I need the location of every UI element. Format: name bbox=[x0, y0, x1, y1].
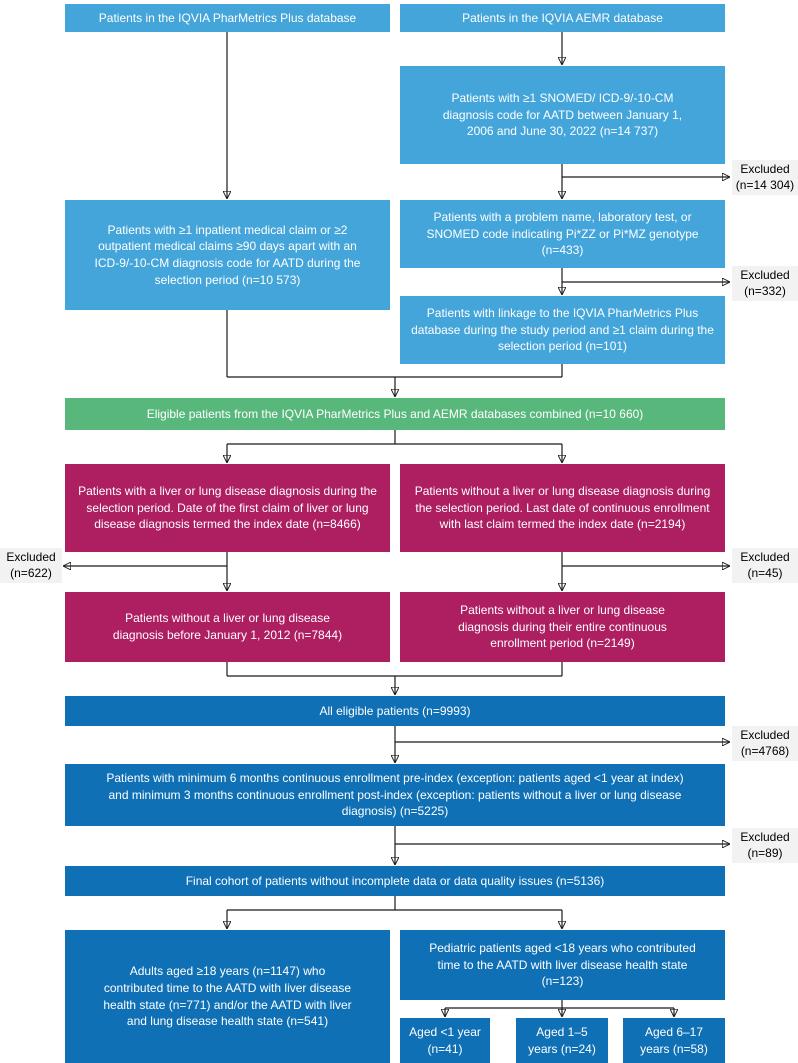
box-aged-under-1: Aged <1 year (n=41) bbox=[400, 1018, 490, 1063]
box-enrollment-criteria: Patients with minimum 6 months continuous enrollment pre-index (exception: patients aged <1 year at index) and minimum 3 months continuous enrollment post-index (exception: patients without a liver or lung disease diagnosis) (n=5225) bbox=[65, 764, 725, 826]
excluded-label-4768 bbox=[732, 726, 798, 761]
box-aemr-database: Patients in the IQVIA AEMR database bbox=[400, 4, 725, 32]
excluded-count: (n=14 304) bbox=[735, 177, 795, 192]
excluded-label-14304 bbox=[732, 160, 798, 195]
box-final-cohort: Final cohort of patients without incomplete data or data quality issues (n=5136) bbox=[65, 866, 725, 896]
box-eligible-combined: Eligible patients from the IQVIA PharMetrics Plus and AEMR databases combined (n=10 660) bbox=[65, 398, 725, 430]
excluded-label-332 bbox=[732, 266, 798, 301]
box-aged-1-5: Aged 1–5 years (n=24) bbox=[516, 1018, 608, 1063]
box-linkage: Patients with linkage to the IQVIA PharMetrics Plus database during the study period and ≥1 claim during the selection period (n=101) bbox=[400, 296, 725, 364]
excluded-text: Excluded bbox=[740, 830, 790, 844]
box-aged-6-17: Aged 6–17 years (n=58) bbox=[623, 1018, 725, 1063]
excluded-text: Excluded bbox=[740, 268, 790, 282]
excluded-text: Excluded bbox=[740, 550, 790, 564]
excluded-text: Excluded bbox=[740, 162, 790, 176]
box-genotype: Patients with a problem name, laboratory test, or SNOMED code indicating Pi*ZZ or Pi*MZ genotype (n=433) bbox=[400, 200, 725, 268]
excluded-count: (n=622) bbox=[10, 565, 52, 580]
excluded-count: (n=332) bbox=[744, 283, 786, 298]
box-no-diagnosis-before-2012: Patients without a liver or lung disease diagnosis before January 1, 2012 (n=7844) bbox=[65, 592, 390, 662]
excluded-count: (n=89) bbox=[747, 845, 783, 860]
box-adults: Adults aged ≥18 years (n=1147) who contributed time to the AATD with liver disease health state (n=771) and/or the AATD with liver and lung disease health state (n=541) bbox=[65, 930, 390, 1063]
box-pharmetrics-database: Patients in the IQVIA PharMetrics Plus database bbox=[65, 4, 390, 32]
excluded-text: Excluded bbox=[740, 728, 790, 742]
excluded-text: Excluded bbox=[6, 550, 56, 564]
box-pediatric: Pediatric patients aged <18 years who contributed time to the AATD with liver disease health state (n=123) bbox=[400, 930, 725, 1000]
box-inpatient-claims: Patients with ≥1 inpatient medical claim or ≥2 outpatient medical claims ≥90 days apart with an ICD-9/-10-CM diagnosis code for AATD during the selection period (n=10 573) bbox=[65, 200, 390, 310]
box-no-diagnosis-entire-enrollment: Patients without a liver or lung disease diagnosis during their entire continuous enrollment period (n=2149) bbox=[400, 592, 725, 662]
excluded-label-45 bbox=[732, 548, 798, 583]
box-with-liver-lung-diagnosis: Patients with a liver or lung disease diagnosis during the selection period. Date of the first claim of liver or lung disease diagnosis termed the index date (n=8466) bbox=[65, 464, 390, 552]
excluded-count: (n=4768) bbox=[740, 743, 790, 758]
box-all-eligible-patients: All eligible patients (n=9993) bbox=[65, 696, 725, 726]
box-without-liver-lung-diagnosis: Patients without a liver or lung disease diagnosis during the selection period. Last date of continuous enrollment with last claim termed the index date (n=2194) bbox=[400, 464, 725, 552]
excluded-count: (n=45) bbox=[747, 565, 783, 580]
excluded-label-89 bbox=[732, 828, 798, 863]
excluded-label-622 bbox=[0, 548, 62, 583]
box-snomed-diagnosis: Patients with ≥1 SNOMED/ ICD-9/-10-CM diagnosis code for AATD between January 1, 2006 and June 30, 2022 (n=14 737) bbox=[400, 66, 725, 164]
